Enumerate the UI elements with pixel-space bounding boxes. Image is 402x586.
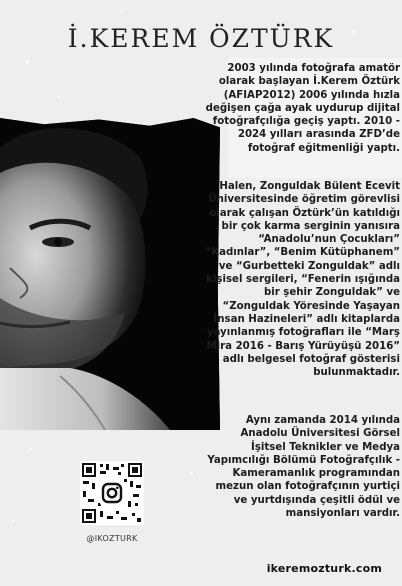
instagram-qr-code[interactable] (80, 461, 144, 525)
background-speck (58, 96, 60, 98)
qr-code (80, 461, 144, 525)
instagram-icon (100, 481, 124, 505)
bio-paragraph-3: Aynı zamanda 2014 yılında Anadolu Üniversitesi Görsel İşitsel Teknikler ve Medya Yapımcılığı Bölümü Fotoğrafçılık - Kameramanlık programından mezun olan fotoğrafçının yurtiçi ve yurtdışında çeşitli ödül ve mansiyonları vardır. (207, 415, 400, 520)
bio-paragraph-1: 2003 yılında fotoğrafa amatör olarak başlayan İ.Kerem Öztürk (AFIAP2012) 2006 yılında hızla değişen çağa ayak uydurup dijital fotoğrafçılığa geçiş yaptı. 2010 - 2024 yılları arasında ZFD’de fotoğraf eğitmenliği yaptı. (205, 63, 400, 154)
bio-paragraph-2: Halen, Zonguldak Bülent Ecevit Üniversitesinde öğretim görevlisi olarak çalışan Öztürk’ün katıldığı bir çok karma serginin yanısıra “Anadolu’nun Çocukları” “Kadınlar”, “Benim Kütüphanem” ve “Gurbetteki Zonguldak” adlı kişisel sergileri, “Fenerin ışığında bir şehir Zonguldak” ve “Zonguldak Yöresinde Yaşayan İnsan Hazineleri” adlı kitaplarda yayınlanmış fotoğrafları ile “Marş Mira 2016 - Barış Yürüyüşü 2016” adlı belgesel fotoğraf gösterisi bulunmaktadır. (204, 181, 400, 379)
page-title: İ.KEREM ÖZTÜRK (67, 24, 335, 53)
instagram-handle[interactable]: @IKOZTURK (86, 534, 138, 543)
background-speck (120, 10, 122, 12)
website-link[interactable]: ikeremozturk.com (266, 562, 382, 575)
portrait-illustration (0, 118, 220, 430)
portrait-photo (0, 118, 220, 430)
background-speck (26, 60, 29, 63)
background-speck (30, 448, 32, 450)
background-speck (190, 472, 193, 475)
background-speck (12, 520, 14, 522)
